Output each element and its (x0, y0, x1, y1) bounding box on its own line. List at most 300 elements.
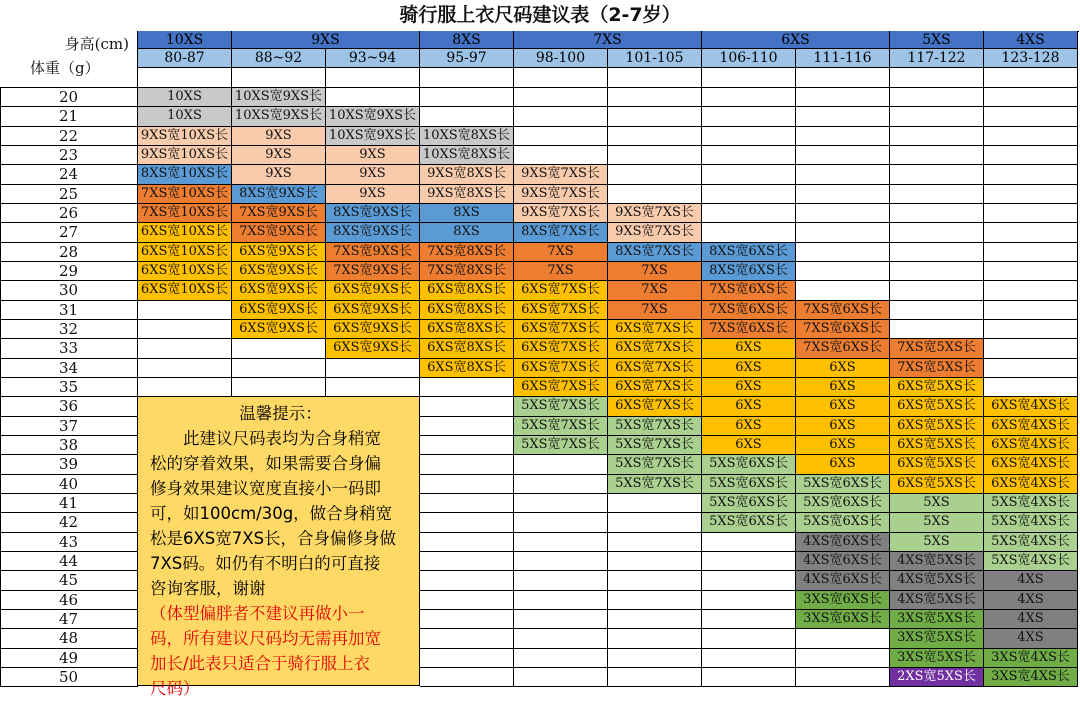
size-cell (420, 88, 514, 107)
size-cell: 10XS (138, 107, 232, 127)
size-cell (796, 243, 890, 262)
size-cell: 4XS宽6XS长 (796, 552, 890, 571)
size-cell: 10XS宽9XS长 (232, 107, 326, 127)
size-cell (420, 436, 514, 455)
size-cell (702, 127, 796, 146)
size-cell: 7XS宽6XS长 (702, 320, 796, 339)
size-cell (608, 649, 702, 668)
size-cell (890, 107, 984, 127)
size-cell: 6XS (796, 455, 890, 475)
size-cell: 7XS宽5XS长 (890, 339, 984, 359)
weight-row-label: 46 (0, 591, 138, 610)
size-cell: 10XS宽9XS长 (326, 127, 420, 146)
size-cell: 9XS宽7XS长 (514, 185, 608, 204)
height-range-header: 106-110 (702, 49, 796, 68)
size-cell: 6XS (702, 339, 796, 359)
size-cell: 6XS宽7XS长 (608, 378, 702, 397)
size-cell: 6XS宽4XS长 (984, 436, 1078, 455)
size-cell (984, 127, 1078, 146)
size-cell: 9XS (326, 165, 420, 185)
size-cell (608, 88, 702, 107)
size-group-header: 4XS (984, 31, 1078, 49)
size-cell (420, 591, 514, 610)
size-cell (796, 262, 890, 281)
size-cell: 7XS宽10XS长 (138, 204, 232, 223)
size-cell: 9XS宽7XS长 (514, 165, 608, 185)
size-cell: 6XS宽5XS长 (890, 436, 984, 455)
height-range-header: 101-105 (608, 49, 702, 68)
weight-row-label: 28 (0, 243, 138, 262)
size-cell: 6XS (702, 417, 796, 436)
weight-row-label: 23 (0, 146, 138, 165)
weight-row-label: 47 (0, 610, 138, 629)
size-cell: 4XS宽6XS长 (796, 533, 890, 552)
size-cell (890, 243, 984, 262)
tip-note-line: 可，如100cm/30g，做合身稍宽 (150, 504, 393, 523)
size-cell (702, 88, 796, 107)
size-cell: 3XS宽4XS长 (984, 668, 1078, 687)
spacer-cell (608, 68, 702, 88)
size-cell: 5XS (890, 533, 984, 552)
size-cell (796, 127, 890, 146)
weight-row-label: 34 (0, 359, 138, 378)
size-cell (420, 417, 514, 436)
size-cell: 6XS宽8XS长 (420, 339, 514, 359)
size-cell: 7XS宽9XS长 (232, 204, 326, 223)
weight-row-label: 45 (0, 571, 138, 591)
weight-row-label: 30 (0, 281, 138, 301)
weight-axis-label: 体重（g） (30, 59, 100, 77)
size-cell: 7XS宽8XS长 (420, 262, 514, 281)
size-cell: 6XS宽9XS长 (326, 281, 420, 301)
size-cell: 5XS宽4XS长 (984, 494, 1078, 513)
weight-row-label: 25 (0, 185, 138, 204)
size-cell: 8XS宽7XS长 (514, 223, 608, 243)
size-cell: 3XS宽6XS长 (796, 610, 890, 629)
size-cell: 7XS宽9XS长 (232, 223, 326, 243)
size-cell: 7XS宽8XS长 (420, 243, 514, 262)
size-cell (138, 320, 232, 339)
size-cell: 7XS宽6XS长 (702, 281, 796, 301)
size-cell (702, 165, 796, 185)
size-cell (514, 533, 608, 552)
size-cell: 5XS宽6XS长 (702, 455, 796, 475)
size-cell (702, 146, 796, 165)
size-cell: 6XS宽7XS长 (608, 320, 702, 339)
spacer-cell (514, 68, 608, 88)
size-cell (796, 281, 890, 301)
weight-row-label: 24 (0, 165, 138, 185)
size-cell (608, 571, 702, 591)
weight-row-label: 42 (0, 513, 138, 533)
size-cell (138, 359, 232, 378)
size-cell (702, 571, 796, 591)
size-cell (890, 301, 984, 320)
size-cell (984, 165, 1078, 185)
size-cell (796, 88, 890, 107)
size-cell: 6XS宽4XS长 (984, 397, 1078, 417)
size-cell: 6XS宽7XS长 (514, 339, 608, 359)
size-cell: 7XS宽9XS长 (326, 262, 420, 281)
size-cell: 8XS宽9XS长 (326, 223, 420, 243)
size-cell: 6XS (702, 397, 796, 417)
weight-row-label: 20 (0, 88, 138, 107)
weight-row-label: 37 (0, 417, 138, 436)
size-cell: 10XS宽9XS长 (326, 107, 420, 127)
size-cell: 6XS宽8XS长 (420, 301, 514, 320)
size-cell (514, 146, 608, 165)
size-cell: 6XS宽10XS长 (138, 281, 232, 301)
size-cell (890, 223, 984, 243)
size-cell: 5XS (890, 513, 984, 533)
weight-row-label: 38 (0, 436, 138, 455)
weight-row-label: 21 (0, 107, 138, 127)
size-cell (890, 185, 984, 204)
tip-note-line: 咨询客服，谢谢 (150, 579, 266, 598)
size-cell: 6XS宽7XS长 (514, 301, 608, 320)
size-cell (702, 649, 796, 668)
tip-note-warning-line: 码，所有建议尺码均无需再加宽 (150, 629, 381, 648)
size-cell (514, 513, 608, 533)
size-cell: 6XS宽9XS长 (232, 320, 326, 339)
size-cell (890, 165, 984, 185)
size-cell (984, 107, 1078, 127)
weight-row-label: 35 (0, 378, 138, 397)
size-cell: 5XS宽4XS长 (984, 533, 1078, 552)
height-range-header: 123-128 (984, 49, 1078, 68)
tip-note-line: 松的穿着效果，如果需要合身偏 (150, 454, 381, 473)
size-cell: 7XS宽6XS长 (702, 301, 796, 320)
size-cell (984, 320, 1078, 339)
size-cell: 8XS宽9XS长 (326, 204, 420, 223)
size-cell: 6XS宽5XS长 (890, 475, 984, 494)
size-cell (138, 339, 232, 359)
size-cell (702, 629, 796, 649)
size-cell: 6XS宽7XS长 (514, 378, 608, 397)
page-title: 骑行服上衣尺码建议表（2-7岁） (399, 4, 681, 26)
weight-row-label: 27 (0, 223, 138, 243)
height-range-header: 95-97 (420, 49, 514, 68)
size-cell (984, 88, 1078, 107)
size-cell (984, 146, 1078, 165)
size-cell: 7XS (608, 262, 702, 281)
size-cell: 5XS宽4XS长 (984, 513, 1078, 533)
size-cell: 6XS宽9XS长 (326, 320, 420, 339)
height-axis-label: 身高(cm) (64, 35, 129, 53)
size-cell: 6XS (702, 359, 796, 378)
size-cell (326, 88, 420, 107)
size-cell (890, 88, 984, 107)
size-cell (984, 185, 1078, 204)
spacer-cell (984, 68, 1078, 88)
weight-row-label: 29 (0, 262, 138, 281)
size-cell: 9XS (326, 146, 420, 165)
size-cell: 10XS宽8XS长 (420, 127, 514, 146)
size-cell: 6XS宽9XS长 (232, 301, 326, 320)
size-cell (702, 552, 796, 571)
size-cell: 5XS宽7XS长 (608, 417, 702, 436)
tip-note-line: 此建议尺码表均为合身稍宽 (150, 429, 381, 448)
tip-note-box (138, 397, 420, 698)
size-cell: 4XS宽6XS长 (796, 571, 890, 591)
weight-row-label: 31 (0, 301, 138, 320)
size-cell: 5XS宽6XS长 (796, 513, 890, 533)
size-cell (608, 533, 702, 552)
size-cell: 6XS宽5XS长 (890, 455, 984, 475)
size-cell: 6XS宽9XS长 (232, 243, 326, 262)
spacer-cell (232, 68, 326, 88)
size-group-header: 5XS (890, 31, 984, 49)
size-cell: 4XS宽5XS长 (890, 591, 984, 610)
weight-row-label: 33 (0, 339, 138, 359)
size-cell (420, 649, 514, 668)
tip-note-warning-line: （体型偏胖者不建议再做小一 (150, 604, 365, 623)
size-cell: 6XS (702, 378, 796, 397)
size-cell (796, 185, 890, 204)
size-cell (326, 359, 420, 378)
size-cell (326, 378, 420, 397)
weight-row-label: 22 (0, 127, 138, 146)
size-cell: 6XS宽7XS长 (608, 359, 702, 378)
size-cell (514, 649, 608, 668)
size-cell (702, 107, 796, 127)
size-cell: 5XS宽7XS长 (514, 436, 608, 455)
weight-row-label: 50 (0, 668, 138, 687)
spacer-cell (796, 68, 890, 88)
size-cell: 9XS (326, 185, 420, 204)
size-cell (514, 591, 608, 610)
size-group-header: 7XS (514, 31, 702, 49)
size-cell: 6XS (796, 397, 890, 417)
spacer-cell (326, 68, 420, 88)
size-cell (796, 668, 890, 687)
size-cell (420, 475, 514, 494)
size-cell (608, 610, 702, 629)
size-group-header: 8XS (420, 31, 514, 49)
size-cell (420, 629, 514, 649)
height-range-header: 80-87 (138, 49, 232, 68)
size-cell (890, 204, 984, 223)
size-cell (702, 533, 796, 552)
size-cell: 6XS宽7XS长 (608, 397, 702, 417)
size-cell: 9XS宽7XS长 (608, 204, 702, 223)
size-cell: 9XS (232, 146, 326, 165)
size-cell: 6XS (796, 359, 890, 378)
size-cell: 6XS宽9XS长 (326, 339, 420, 359)
size-cell: 6XS宽4XS长 (984, 417, 1078, 436)
size-group-header: 9XS (232, 31, 420, 49)
size-cell: 6XS宽8XS长 (420, 320, 514, 339)
size-cell (514, 455, 608, 475)
size-cell: 6XS宽8XS长 (420, 359, 514, 378)
weight-row-label: 49 (0, 649, 138, 668)
size-cell: 4XS (984, 591, 1078, 610)
size-cell (514, 88, 608, 107)
size-cell (608, 513, 702, 533)
size-cell: 3XS宽4XS长 (984, 649, 1078, 668)
size-cell: 6XS宽9XS长 (232, 262, 326, 281)
size-cell (984, 262, 1078, 281)
size-cell: 10XS宽9XS长 (232, 88, 326, 107)
size-cell: 5XS宽6XS长 (702, 475, 796, 494)
size-cell (420, 533, 514, 552)
size-cell (890, 320, 984, 339)
size-cell (420, 668, 514, 687)
size-cell (608, 668, 702, 687)
size-cell: 6XS宽7XS长 (608, 339, 702, 359)
size-cell (420, 552, 514, 571)
size-cell (420, 107, 514, 127)
size-cell: 6XS宽9XS长 (326, 301, 420, 320)
size-cell (984, 204, 1078, 223)
size-cell: 4XS (984, 629, 1078, 649)
size-cell: 6XS (796, 417, 890, 436)
size-cell (796, 204, 890, 223)
size-cell (702, 668, 796, 687)
size-cell: 8XS (420, 204, 514, 223)
size-cell: 6XS宽10XS长 (138, 243, 232, 262)
size-cell: 9XS (232, 127, 326, 146)
size-cell: 10XS (138, 88, 232, 107)
size-cell (984, 359, 1078, 378)
size-cell: 6XS (796, 436, 890, 455)
size-cell: 6XS宽9XS长 (232, 281, 326, 301)
size-cell: 7XS宽6XS长 (796, 339, 890, 359)
size-cell (702, 204, 796, 223)
size-cell (984, 339, 1078, 359)
size-cell (138, 301, 232, 320)
size-cell (984, 243, 1078, 262)
size-cell: 7XS (608, 281, 702, 301)
size-cell (796, 649, 890, 668)
size-cell: 6XS宽7XS长 (514, 320, 608, 339)
size-cell: 6XS宽4XS长 (984, 475, 1078, 494)
size-cell (514, 127, 608, 146)
size-cell (608, 146, 702, 165)
size-cell: 8XS宽9XS长 (232, 185, 326, 204)
size-cell: 9XS宽8XS长 (420, 185, 514, 204)
size-cell (608, 629, 702, 649)
size-cell: 6XS宽10XS长 (138, 223, 232, 243)
tip-note-line: 松是6XS宽7XS长，合身偏修身做 (150, 529, 397, 548)
size-cell (420, 513, 514, 533)
size-cell: 5XS宽6XS长 (796, 494, 890, 513)
size-cell: 7XS宽9XS长 (326, 243, 420, 262)
size-cell: 7XS宽6XS长 (796, 301, 890, 320)
size-cell (514, 571, 608, 591)
size-cell (796, 146, 890, 165)
size-cell: 4XS (984, 571, 1078, 591)
weight-row-label: 44 (0, 552, 138, 571)
size-cell (514, 494, 608, 513)
size-cell (420, 397, 514, 417)
size-cell: 6XS (702, 436, 796, 455)
spacer-cell (138, 68, 232, 88)
size-cell: 6XS宽7XS长 (514, 359, 608, 378)
size-cell (232, 359, 326, 378)
size-cell (232, 339, 326, 359)
weight-row-label: 26 (0, 204, 138, 223)
size-cell (796, 223, 890, 243)
size-cell: 5XS宽6XS长 (796, 475, 890, 494)
tip-note-line: 7XS码。如仍有不明白的可直接 (150, 554, 381, 573)
size-cell (420, 610, 514, 629)
size-cell (608, 127, 702, 146)
size-cell (420, 571, 514, 591)
tip-note-line: 修身效果建议宽度直接小一码即 (150, 479, 381, 498)
size-cell (890, 146, 984, 165)
size-cell (514, 629, 608, 649)
size-cell: 9XS宽10XS长 (138, 146, 232, 165)
height-range-header: 93~94 (326, 49, 420, 68)
size-cell (232, 378, 326, 397)
size-cell (984, 281, 1078, 301)
size-cell: 5XS宽4XS长 (984, 552, 1078, 571)
size-cell (514, 610, 608, 629)
size-cell: 7XS (514, 243, 608, 262)
size-cell (702, 185, 796, 204)
size-cell: 6XS宽4XS长 (984, 455, 1078, 475)
size-cell: 8XS宽6XS长 (702, 243, 796, 262)
size-cell: 5XS宽7XS长 (514, 417, 608, 436)
size-cell (608, 552, 702, 571)
size-cell (608, 494, 702, 513)
size-cell: 5XS宽6XS长 (702, 513, 796, 533)
size-cell (796, 107, 890, 127)
size-cell (514, 668, 608, 687)
height-range-header: 117-122 (890, 49, 984, 68)
size-cell: 3XS宽5XS长 (890, 649, 984, 668)
tip-note-warning-line: 尺码） (150, 679, 200, 698)
size-cell: 5XS宽7XS长 (608, 436, 702, 455)
size-cell: 8XS宽6XS长 (702, 262, 796, 281)
size-cell: 9XS宽7XS长 (514, 204, 608, 223)
height-range-header: 98-100 (514, 49, 608, 68)
size-cell: 6XS宽5XS长 (890, 378, 984, 397)
size-cell: 9XS宽8XS长 (420, 165, 514, 185)
weight-row-label: 32 (0, 320, 138, 339)
size-cell: 4XS (984, 610, 1078, 629)
height-range-header: 111-116 (796, 49, 890, 68)
size-cell: 10XS宽8XS长 (420, 146, 514, 165)
size-cell: 9XS宽7XS长 (608, 223, 702, 243)
size-cell (984, 378, 1078, 397)
size-cell: 7XS宽6XS长 (796, 320, 890, 339)
size-cell: 7XS (514, 262, 608, 281)
tip-note-warning-line: 加长/此表只适合于骑行服上衣 (150, 654, 371, 673)
size-cell (608, 107, 702, 127)
corner-header (0, 31, 138, 88)
weight-row-label: 36 (0, 397, 138, 417)
height-range-header: 88~92 (232, 49, 326, 68)
weight-row-label: 39 (0, 455, 138, 475)
size-cell: 4XS宽5XS长 (890, 552, 984, 571)
weight-row-label: 41 (0, 494, 138, 513)
size-cell (702, 223, 796, 243)
size-cell: 3XS宽5XS长 (890, 610, 984, 629)
size-cell (608, 591, 702, 610)
size-cell (890, 127, 984, 146)
size-cell: 8XS宽7XS长 (608, 243, 702, 262)
size-cell: 7XS宽5XS长 (890, 359, 984, 378)
size-cell (608, 185, 702, 204)
size-cell (420, 494, 514, 513)
size-cell: 5XS宽7XS长 (608, 475, 702, 494)
size-cell: 6XS宽7XS长 (514, 281, 608, 301)
size-cell: 5XS (890, 494, 984, 513)
size-cell (420, 378, 514, 397)
size-cell: 5XS宽6XS长 (702, 494, 796, 513)
